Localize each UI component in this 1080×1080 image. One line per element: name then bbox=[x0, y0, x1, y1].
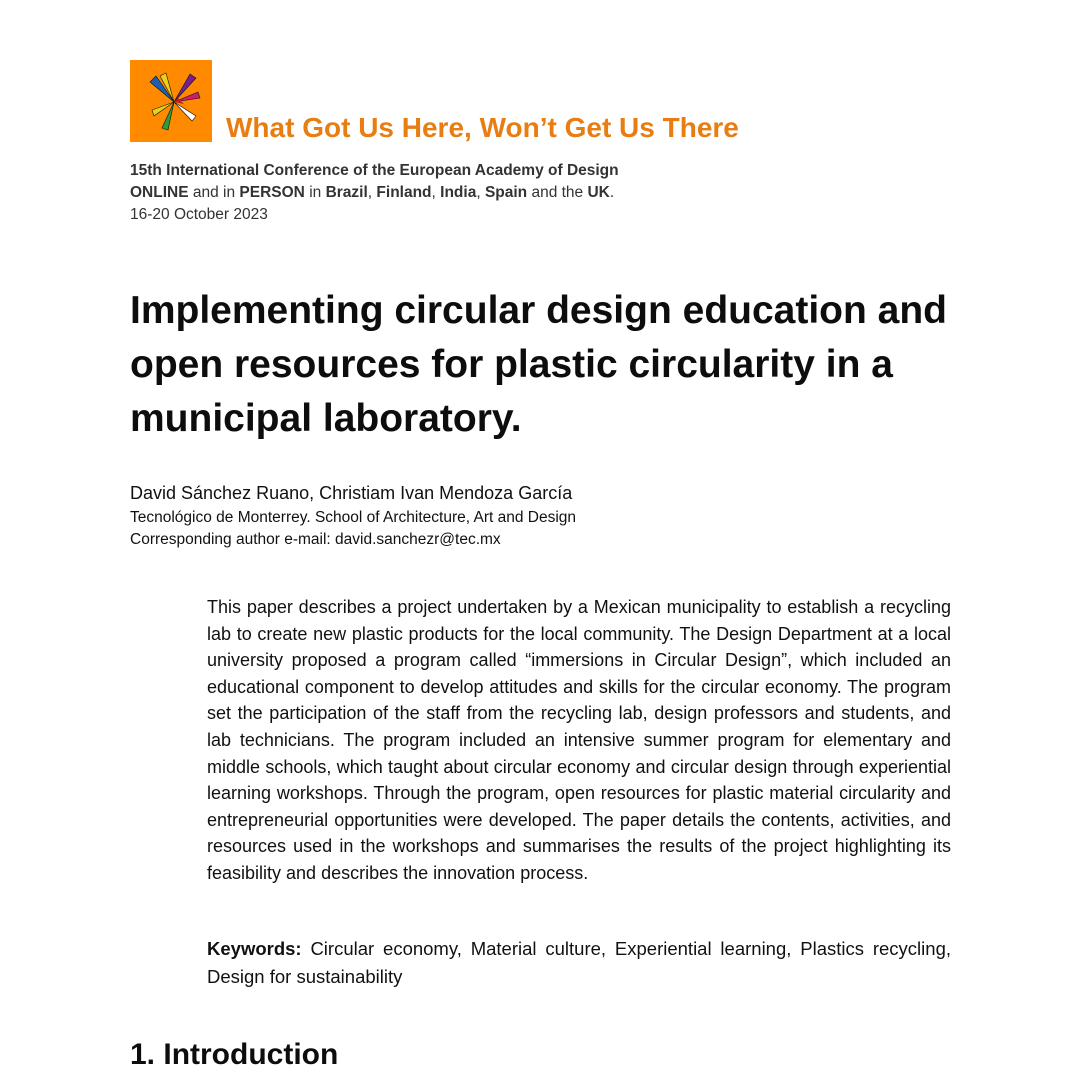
conference-name: What Got Us Here, Won’t Get Us There bbox=[226, 112, 739, 143]
mode-online: ONLINE bbox=[130, 184, 189, 201]
conference-logo bbox=[130, 60, 212, 142]
affiliation: Tecnológico de Monterrey. School of Architecture, Art and Design bbox=[130, 509, 577, 526]
separator: , bbox=[476, 184, 485, 201]
keywords bbox=[207, 935, 951, 991]
author-affiliation-block bbox=[130, 507, 576, 551]
location-finland: Finland bbox=[376, 184, 432, 201]
text-and-the: and the bbox=[527, 184, 588, 201]
location-spain: Spain bbox=[484, 184, 528, 201]
location-india: India bbox=[440, 184, 477, 201]
paper-title: Implementing circular design education and open resources for plastic circularity in a municipal laboratory. bbox=[130, 289, 947, 440]
abstract: This paper describes a project undertaken by a Mexican municipality to establish a recycling lab to create new plastic products for the local community. The Design Department at a local university proposed a program called “immersions in Circular Design”, which included an educational component to develop attitudes and skills for the circular economy. The program set the participation of the staff from the recycling lab, design professors and students, and lab technicians. The program included an intensive summer program for elementary and middle schools, which taught about circular economy and circular design through experiential learning workshops. Through the program, open resources for plastic material circularity and entrepreneurial opportunities were developed. The paper details the contents, activities, and resources used in the workshops and summarises the results of the project highlighting its feasibility and describes the innovation process. bbox=[207, 597, 951, 883]
location-brazil: Brazil bbox=[325, 184, 368, 201]
conference-full-name: 15th International Conference of the European Academy of Design bbox=[130, 162, 619, 179]
paper-authors: David Sánchez Ruano, Christiam Ivan Mendoza García bbox=[130, 483, 573, 503]
corresponding-author: Corresponding author e-mail: david.sanchezr@tec.mx bbox=[130, 531, 501, 548]
location-uk: UK bbox=[587, 184, 610, 201]
mode-person: PERSON bbox=[239, 184, 305, 201]
text-and-in: and in bbox=[188, 184, 240, 201]
keywords-label: Keywords: bbox=[207, 938, 302, 959]
keywords-list: Circular economy, Material culture, Experiential learning, Plastics recycling, Design for sustainability bbox=[207, 938, 951, 987]
text-in: in bbox=[304, 184, 326, 201]
separator: , bbox=[431, 184, 441, 201]
conference-info bbox=[130, 160, 619, 226]
conference-logo-icon bbox=[130, 60, 212, 142]
conference-dates: 16-20 October 2023 bbox=[130, 206, 268, 223]
separator: , bbox=[367, 184, 377, 201]
section-heading-introduction: 1. Introduction bbox=[130, 1038, 339, 1071]
period: . bbox=[609, 184, 615, 201]
conference-locations bbox=[130, 182, 619, 204]
